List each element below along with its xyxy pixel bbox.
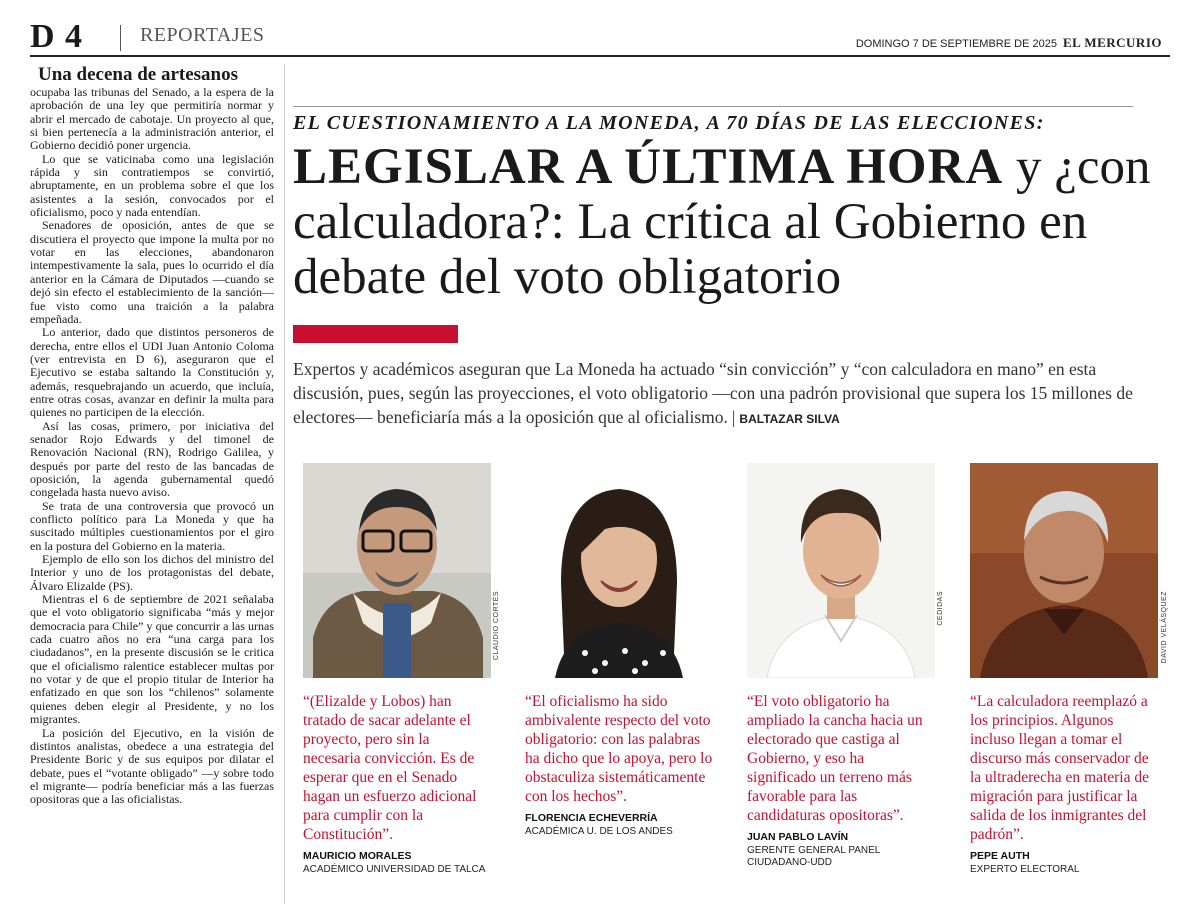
left-paragraph: Senadores de oposición, antes de que se discutiera el proyecto que impone la multa por no votar en las elecciones, abandonaron intempestivamente la sala, pues lo ocurrido el día anterior en la Cámara de Diputados —cuando se dejó sin efecto el establecimiento de la sanción— fue visto como una traición a la palabra empeñada.	[30, 218, 274, 326]
quote-source-name: PEPE AUTH	[970, 850, 1030, 862]
article-kicker: EL CUESTIONAMIENTO A LA MONEDA, A 70 DÍAS DE LAS ELECCIONES:	[293, 106, 1133, 136]
quote-source-role: ACADÉMICA U. DE LOS ANDES	[525, 826, 673, 837]
quote-card	[747, 463, 935, 869]
left-paragraph: ocupaba las tribunas del Senado, a la espera de la aprobación de una ley que permitiría normar y abrir el mercado de cabotaje. Un proyecto al que, si bien pertenecía a la administración anterior, el Gobierno decidió poner urgencia.	[30, 85, 274, 153]
lead-separator: |	[731, 407, 736, 427]
edition-date: DOMINGO 7 DE SEPTIEMBRE DE 2025	[855, 38, 1057, 50]
page-number: D 4	[30, 18, 84, 55]
quote-source-role: EXPERTO ELECTORAL	[970, 864, 1080, 875]
pull-quote: “(Elizalde y Lobos) han tratado de sacar adelante el proyecto, pero sin la necesaria convicción. Es de esperar que en el Senado hagan un esfuerzo adicional para cumplir con la Constitución”.	[303, 693, 477, 843]
header-separator	[120, 25, 121, 51]
quote-card	[970, 463, 1158, 876]
left-paragraph: Se trata de una controversia que provocó un conflicto político para La Moneda y que ha suscitado múltiples cuestionamientos por el giro en la postura del Gobierno en la materia.	[30, 498, 274, 553]
section-name: REPORTAJES	[140, 24, 265, 46]
headline-rest: y ¿con calculadora?: La crítica al Gobierno en debate del voto obligatorio	[293, 139, 1151, 305]
portrait-photo	[970, 463, 1158, 678]
article-headline	[293, 140, 1173, 305]
header-rule	[30, 55, 1170, 57]
quote-source-role: GERENTE GENERAL PANEL CIUDADANO-UDD	[747, 845, 880, 868]
lead-text: Expertos y académicos aseguran que La Moneda ha actuado “sin convicción” y “con calculadora en mano” en esta discusión, pues, según las proyecciones, el voto obligatorio —con una padrón provisional que supera los 15 millones de electores— beneficiaría más a la oposición que al oficialismo.	[293, 359, 1133, 427]
portrait-photo	[303, 463, 491, 678]
masthead: EL MERCURIO	[1062, 35, 1162, 50]
column-divider	[284, 64, 285, 904]
portrait-photo	[747, 463, 935, 678]
quote-card	[525, 463, 713, 838]
portrait-photo	[525, 463, 713, 678]
accent-bar	[293, 325, 458, 343]
left-paragraph: Lo que se vaticinaba como una legislación rápida y sin contratiempos se convirtió, abruptamente, en un problema sobre el que los asistentes a la sesión, convocados por el oficialismo, poco y nada entendían.	[30, 151, 274, 220]
photo-credit: CEDIDAS	[937, 591, 944, 626]
article-lead	[293, 357, 1153, 431]
portrait-illustration	[303, 463, 491, 678]
quote-source-name: JUAN PABLO LAVÍN	[747, 831, 849, 843]
quote-source-name: MAURICIO MORALES	[303, 850, 412, 862]
photo-credit: CLAUDIO CORTÉS	[493, 591, 500, 661]
portrait-illustration	[970, 463, 1158, 678]
left-paragraph: Mientras el 6 de septiembre de 2021 señalaba que el voto obligatorio significaba “más y mejor democracia para Chile” y que concurrir a las urnas cada cuatro años no era “una carga para los ciudadanos”, en la presente discusión se le critica que el oficialismo ralentice establecer multas por no votar y de que el propio titular de Interior ha enfatizado en que son los “chilenos” solamente quienes deben elegir al Presidente, y no los migrantes.	[30, 592, 274, 727]
portrait-illustration	[525, 463, 713, 678]
left-paragraph: Ejemplo de ello son los dichos del ministro del Interior y uno de los protagonistas del debate, Álvaro Elizalde (PS).	[30, 552, 274, 593]
pull-quote: “El oficialismo ha sido ambivalente respecto del voto obligatorio: con las palabras ha dicho que lo apoya, pero lo obstaculiza sistemáticamente con los hechos”.	[525, 693, 713, 805]
left-paragraph: Lo anterior, dado que distintos personeros de derecha, entre ellos el UDI Juan Antonio Coloma (ver entrevista en D 6), aseguraron que el Ejecutivo se estaba saltando la Constitución y, además, resquebrajando un acuerdo, que incluía, entre otras cosas, avanzar en definir la multa para quienes no participen de la elección.	[30, 325, 274, 420]
quote-source-name: FLORENCIA ECHEVERRÍA	[525, 812, 658, 824]
left-paragraph: Así las cosas, primero, por iniciativa del senador Rojo Edwards y del timonel de Renovación Nacional (RN), Rodrigo Galilea, y después por parte del resto de las bancadas de oposición, la agenda gubernamental quedó congelada hasta nuevo aviso.	[30, 418, 274, 500]
author-byline: BALTAZAR SILVA	[739, 412, 840, 426]
photo-credit: DAVID VELÁSQUEZ	[1161, 591, 1168, 664]
left-column-story	[30, 64, 274, 904]
header-date-line	[856, 36, 1162, 51]
portrait-illustration	[747, 463, 935, 678]
pull-quote: “El voto obligatorio ha ampliado la cancha hacia un electorado que castiga al Gobierno, y eso ha significado un terreno más favorable para las candidaturas opositoras”.	[747, 693, 923, 824]
pull-quote: “La calculadora reemplazó a los principios. Algunos incluso llegan a tomar el discurso más conservador de la ultraderecha en materia de migración para justificar la salida de los inmigrantes del padrón”.	[970, 693, 1149, 843]
left-column-title: Una decena de artesanos	[38, 64, 239, 85]
headline-bold: LEGISLAR A ÚLTIMA HORA	[293, 139, 1004, 195]
quote-source-role: ACADÉMICO UNIVERSIDAD DE TALCA	[303, 864, 486, 875]
quote-card	[303, 463, 491, 876]
left-paragraph: La posición del Ejecutivo, en la visión de distintos analistas, obedece a una estrategia del Presidente Boric y de sus equipos por dilatar el debate, pues el “votante obligado” —y sobre todo el migrante— podría beneficiar más a las fuerzas opositoras que a las oficialistas.	[30, 725, 274, 807]
